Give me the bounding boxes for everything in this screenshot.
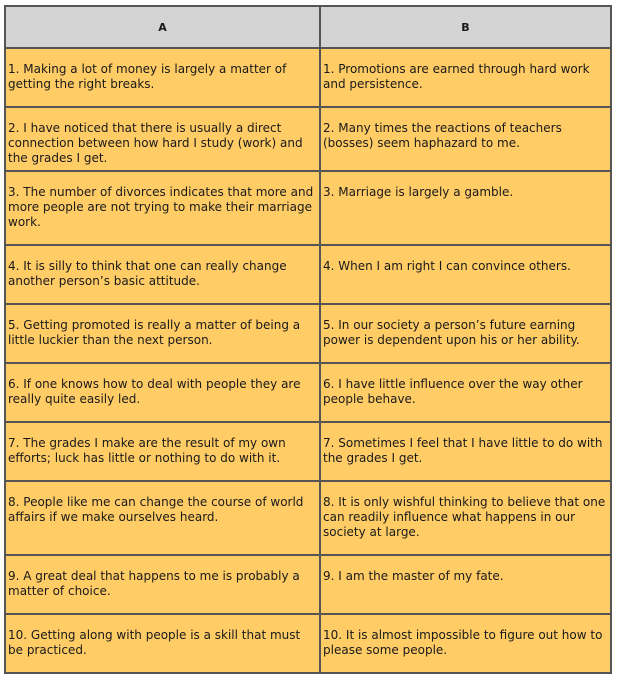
statement-cell-a: 6. If one knows how to deal with people they are really quite easily led. [5,363,320,422]
statement-cell-a: 5. Getting promoted is really a matter of being a little luckier than the next person. [5,304,320,363]
statement-cell-b: 7. Sometimes I feel that I have little to do with the grades I get. [320,422,611,481]
statement-cell-b: 3. Marriage is largely a gamble. [320,171,611,245]
table-row [5,614,611,673]
table-row [5,304,611,363]
statement-cell-a: 3. The number of divorces indicates that more and more people are not trying to make their marriage work. [5,171,320,245]
statement-cell-b: 10. It is almost impossible to figure out how to please some people. [320,614,611,673]
statement-cell-b: 8. It is only wishful thinking to believe that one can readily influence what happens in our society at large. [320,481,611,555]
table-row [5,245,611,304]
statement-cell-a: 4. It is silly to think that one can really change another person’s basic attitude. [5,245,320,304]
locus-of-control-table [4,5,612,674]
statement-cell-a: 1. Making a lot of money is largely a matter of getting the right breaks. [5,48,320,107]
table-row [5,422,611,481]
statement-cell-b: 4. When I am right I can convince others. [320,245,611,304]
statement-cell-b: 1. Promotions are earned through hard work and persistence. [320,48,611,107]
statement-cell-a: 8. People like me can change the course of world affairs if we make ourselves heard. [5,481,320,555]
table-row [5,481,611,555]
column-header-a: A [5,6,320,48]
header-row [5,6,611,48]
statement-cell-b: 2. Many times the reactions of teachers (bosses) seem haphazard to me. [320,107,611,171]
table-row [5,555,611,614]
statement-cell-a: 9. A great deal that happens to me is probably a matter of choice. [5,555,320,614]
statement-cell-a: 10. Getting along with people is a skill that must be practiced. [5,614,320,673]
table-row [5,171,611,245]
statement-cell-b: 6. I have little influence over the way other people behave. [320,363,611,422]
table-row [5,48,611,107]
statement-cell-a: 2. I have noticed that there is usually a direct connection between how hard I study (work) and the grades I get. [5,107,320,171]
table-row [5,363,611,422]
column-header-b: B [320,6,611,48]
statement-cell-b: 9. I am the master of my fate. [320,555,611,614]
statement-cell-b: 5. In our society a person’s future earning power is dependent upon his or her ability. [320,304,611,363]
table-row [5,107,611,171]
statement-cell-a: 7. The grades I make are the result of my own efforts; luck has little or nothing to do with it. [5,422,320,481]
